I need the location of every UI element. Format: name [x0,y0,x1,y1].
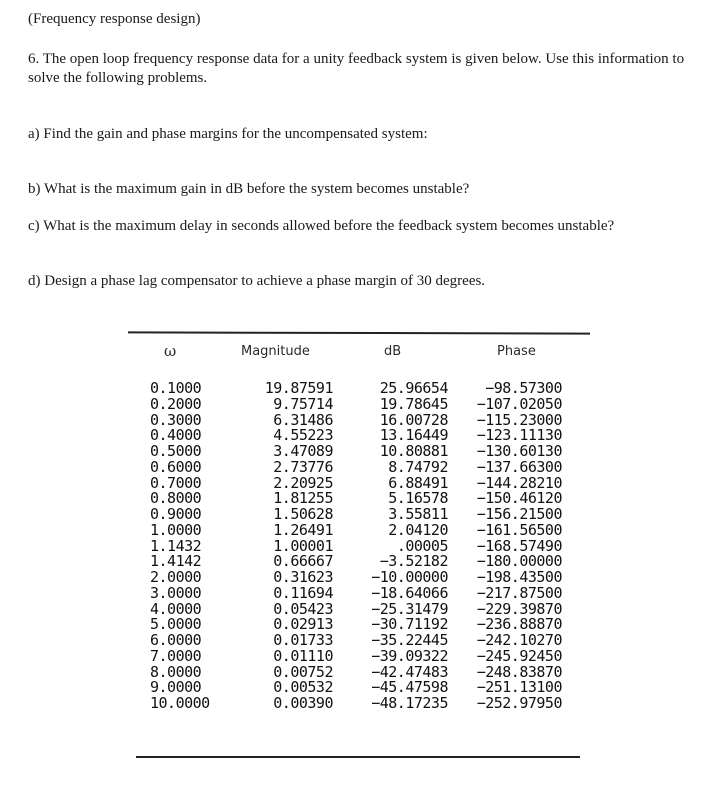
table-cell-magnitude: 19.87591 [264,379,333,397]
column-omega [150,381,210,712]
table-cell-db: −45.47598 [371,678,448,697]
table-cell-omega: 9.0000 [150,678,202,697]
table-cell-magnitude: 0.02913 [273,615,333,634]
frequency-response-table [128,326,590,762]
table-cell-omega: 0.4000 [150,426,202,445]
table-cell-omega: 1.1432 [150,536,202,555]
table-cell-omega: 5.0000 [150,615,202,634]
table-cell-db: 5.16578 [388,489,448,508]
table-cell-db: 13.16449 [379,426,448,445]
table-cell-magnitude: 1.26491 [273,520,333,539]
table-cell-omega: 0.6000 [150,457,202,476]
table-cell-magnitude: 0.66667 [273,552,333,571]
column-db [352,381,448,712]
table-cell-omega: 7.0000 [150,646,202,665]
table-cell-phase: −168.57490 [476,536,562,555]
table-cell-db: .00005 [396,536,448,555]
table-cell-omega: 0.9000 [150,505,202,523]
page-heading: (Frequency response design) [28,11,201,27]
table-cell-db: −48.17235 [371,694,448,712]
header-magnitude: Magnitude [241,344,310,359]
column-phase [466,381,562,712]
table-cell-magnitude: 0.00532 [273,678,333,697]
table-cell-magnitude: 2.73776 [273,457,333,476]
table-cell-phase: −137.66300 [476,457,562,476]
header-db: dB [384,344,402,359]
table-cell-phase: −236.88870 [476,615,562,634]
table-cell-omega: 1.4142 [150,552,202,571]
question-c: c) What is the maximum delay in seconds allowed before the feedback system becomes unstable? [28,218,615,234]
table-cell-phase: −251.13100 [476,678,562,697]
header-phase: Phase [497,344,536,359]
table-cell-phase: −229.39870 [476,599,562,618]
table-cell-db: −3.52182 [379,552,448,571]
table-cell-omega: 0.8000 [150,489,202,508]
table-cell-db: 2.04120 [388,520,448,539]
table-cell-phase: −217.87500 [476,583,562,602]
table-cell-db: −39.09322 [371,646,448,665]
table-cell-phase: −180.00000 [476,552,562,571]
table-cell-omega: 10.0000 [150,694,210,712]
table-cell-db: −35.22445 [371,631,448,649]
column-magnitude [241,381,333,712]
table-cell-phase: −150.46120 [476,489,562,508]
problem-intro: 6. The open loop frequency response data for a unity feedback system is given below. Use this information to solve the following problems. [28,51,685,86]
table-cell-omega: 0.2000 [150,394,202,413]
table-cell-omega: 0.1000 [150,379,202,397]
table-cell-magnitude: 3.47089 [273,442,333,460]
table-cell-magnitude: 1.00001 [273,536,333,555]
table-cell-omega: 1.0000 [150,520,202,539]
table-cell-magnitude: 0.00390 [273,694,333,712]
table-cell-magnitude: 1.81255 [273,489,333,508]
table-cell-phase: −242.10270 [476,631,562,649]
table-cell-omega: 0.5000 [150,442,202,460]
table-cell-db: −30.71192 [371,615,448,634]
table-cell-magnitude: 0.05423 [273,599,333,618]
table-cell-db: −10.00000 [371,568,448,586]
table-cell-phase: −123.11130 [476,426,562,445]
table-cell-phase: −161.56500 [476,520,562,539]
table-cell-db: −18.64066 [371,583,448,602]
table-cell-omega: 2.0000 [150,568,202,586]
table-cell-omega: 0.3000 [150,410,202,429]
table-cell-phase: −248.83870 [476,662,562,681]
table-cell-magnitude: 0.31623 [273,568,333,586]
table-cell-magnitude: 1.50628 [273,505,333,523]
table-cell-omega: 6.0000 [150,631,202,649]
header-omega: ω [164,342,177,360]
table-cell-phase: −144.28210 [476,473,562,492]
table-cell-db: 25.96654 [379,379,448,397]
table-cell-magnitude: 6.31486 [273,410,333,429]
table-cell-magnitude: 4.55223 [273,426,333,445]
table-cell-db: −25.31479 [371,599,448,618]
table-cell-magnitude: 0.11694 [273,583,333,602]
question-a: a) Find the gain and phase margins for the uncompensated system: [28,126,428,142]
table-cell-omega: 4.0000 [150,599,202,618]
table-cell-db: 19.78645 [379,394,448,413]
table-cell-phase: −252.97950 [476,694,562,712]
table-cell-omega: 8.0000 [150,662,202,681]
table-cell-magnitude: 9.75714 [273,394,333,413]
table-cell-db: 6.88491 [388,473,448,492]
table-cell-magnitude: 0.01733 [273,631,333,649]
table-cell-phase: −130.60130 [476,442,562,460]
table-cell-omega: 0.7000 [150,473,202,492]
table-bottom-rule [136,756,580,758]
table-cell-db: 16.00728 [379,410,448,429]
table-top-rule [128,331,590,334]
table-cell-phase: −198.43500 [476,568,562,586]
table-cell-db: 3.55811 [388,505,448,523]
question-d: d) Design a phase lag compensator to achieve a phase margin of 30 degrees. [28,273,486,289]
table-cell-db: 8.74792 [388,457,448,476]
table-cell-db: −42.47483 [371,662,448,681]
table-cell-phase: −156.21500 [476,505,562,523]
table-cell-phase: −98.57300 [485,379,562,397]
table-cell-omega: 3.0000 [150,583,202,602]
question-b: b) What is the maximum gain in dB before the system becomes unstable? [28,181,470,197]
table-cell-magnitude: 0.01110 [273,646,333,665]
table-cell-magnitude: 0.00752 [273,662,333,681]
table-cell-phase: −115.23000 [476,410,562,429]
table-cell-phase: −245.92450 [476,646,562,665]
table-cell-magnitude: 2.20925 [273,473,333,492]
table-cell-phase: −107.02050 [476,394,562,413]
table-cell-db: 10.80881 [379,442,448,460]
